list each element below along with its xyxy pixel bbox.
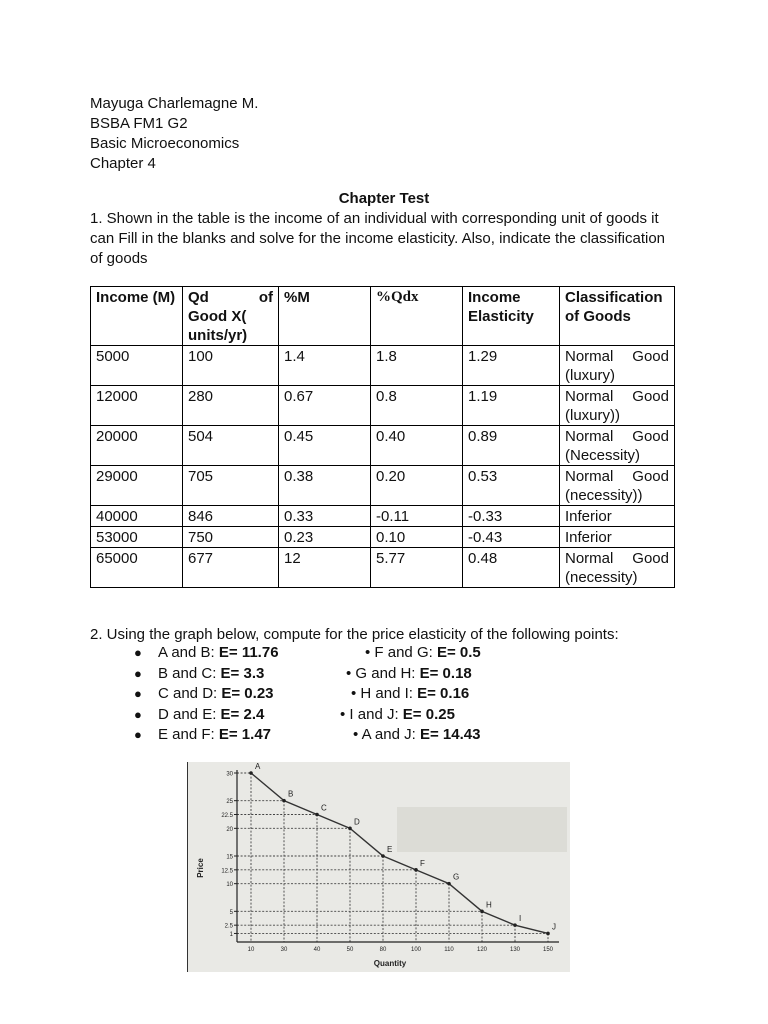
list-item: • F and G: E= 0.5 <box>365 644 481 661</box>
bullet-icon: ● <box>134 665 142 681</box>
y-tick-label: 1 <box>229 931 233 938</box>
y-tick-label: 22.5 <box>221 813 233 819</box>
classification-cell: Normal Good (necessity)) <box>560 466 675 506</box>
student-info <box>90 94 258 174</box>
bullet-icon: ● <box>134 727 142 742</box>
point-label: A <box>255 762 261 771</box>
list-item: • H and I: E= 0.16 <box>351 685 470 702</box>
point-label: C <box>321 803 327 813</box>
data-point <box>249 771 253 775</box>
classification-cell: Normal Good (necessity) <box>560 548 675 588</box>
x-tick-label: 40 <box>313 947 321 953</box>
data-point <box>315 813 319 817</box>
x-tick-label: 10 <box>247 947 255 953</box>
answers-right-list <box>0 643 768 746</box>
x-tick-label: 150 <box>542 947 554 953</box>
page-title: Chapter Test <box>338 190 430 207</box>
point-label: E <box>387 845 393 854</box>
x-tick-label: 30 <box>280 947 288 953</box>
data-point <box>513 923 517 927</box>
classification-cell: Inferior <box>560 506 675 527</box>
data-point <box>447 882 451 886</box>
table-header-row <box>91 287 675 346</box>
classification-cell: Normal Good (luxury) <box>560 346 675 386</box>
demand-curve-line <box>251 773 548 933</box>
classification-cell: Inferior <box>560 527 675 548</box>
demand-curve-svg <box>187 762 570 972</box>
bullet-icon: ● <box>134 645 142 660</box>
table-row: 29000 705 0.38 0.20 0.53 Normal Good (necessity)) <box>91 466 675 506</box>
question-1-text: 1. Shown in the table is the income of an individual with corresponding unit of goods it can Fill in the blanks and solve for the income elasticity. Also, indicate the classification of goods <box>90 210 666 267</box>
table-row: 12000 280 0.67 0.8 1.19 Normal Good (luxury)) <box>91 386 675 426</box>
y-tick-label: 12.5 <box>221 868 233 875</box>
y-tick-label: 20 <box>226 826 233 833</box>
point-label: J <box>552 922 556 932</box>
x-tick-label: 80 <box>379 947 387 953</box>
demand-curve-graph <box>187 762 570 972</box>
x-tick-label: 130 <box>509 947 521 953</box>
x-axis-label: Quantity <box>373 959 407 968</box>
table-row: 5000 100 1.4 1.8 1.29 Normal Good (luxury) <box>91 346 675 386</box>
list-item: ● A and B: E= 11.76 <box>158 643 279 664</box>
y-axis-label: Price <box>196 858 205 878</box>
y-tick-label: 10 <box>226 882 233 889</box>
data-point <box>546 932 550 936</box>
income-elasticity-table <box>90 286 675 588</box>
y-tick-label: 30 <box>226 771 233 778</box>
table-row: 20000 504 0.45 0.40 0.89 Normal Good (Necessity) <box>91 426 675 466</box>
point-label: I <box>519 914 522 924</box>
table-row: 53000 750 0.23 0.10 -0.43 Inferior <box>91 527 675 548</box>
student-name: Mayuga Charlemagne M. <box>90 95 259 112</box>
y-tick-label: 15 <box>226 854 233 861</box>
header-income: Income (M) <box>91 287 183 346</box>
bullet-icon: ● <box>134 706 142 722</box>
list-item: • A and J: E= 14.43 <box>353 726 481 743</box>
point-label: D <box>354 817 360 827</box>
header-qd: Qd of Good X( units/yr) <box>183 287 279 346</box>
data-point <box>348 827 352 831</box>
list-item: • G and H: E= 0.18 <box>346 664 472 682</box>
y-tick-label: 5 <box>229 909 233 916</box>
data-point <box>282 799 286 803</box>
data-point <box>414 868 418 872</box>
table-row: 65000 677 12 5.77 0.48 Normal Good (necessity) <box>91 548 675 588</box>
list-item: • I and J: E= 0.25 <box>340 705 455 723</box>
bullet-icon: ● <box>134 686 142 701</box>
y-tick-label: 25 <box>226 799 233 806</box>
header-classification: Classification of Goods <box>560 287 675 346</box>
classification-cell: Normal Good (Necessity) <box>560 426 675 466</box>
list-item: ● D and E: E= 2.4 <box>158 705 279 726</box>
x-tick-label: 120 <box>476 947 488 953</box>
classification-cell: Normal Good (luxury)) <box>560 386 675 426</box>
table-row: 40000 846 0.33 -0.11 -0.33 Inferior <box>91 506 675 527</box>
x-tick-label: 100 <box>410 947 422 953</box>
y-tick-label: 2.5 <box>224 923 233 930</box>
list-item: ● B and C: E= 3.3 <box>158 664 279 685</box>
header-percent-m: %M <box>279 287 371 346</box>
data-point <box>381 854 385 858</box>
header-percent-qdx: %Qdx <box>371 287 463 346</box>
course-name: Basic Microeconomics <box>90 135 240 152</box>
student-section: BSBA FM1 G2 <box>90 115 188 132</box>
question-2-text: 2. Using the graph below, compute for the price elasticity of the following points: <box>90 626 619 643</box>
point-label: F <box>420 858 425 868</box>
list-item: ● E and F: E= 1.47 <box>158 725 279 746</box>
x-tick-label: 110 <box>444 947 454 953</box>
data-point <box>480 910 484 914</box>
x-tick-label: 50 <box>346 947 354 953</box>
point-label: G <box>453 872 460 882</box>
point-label: H <box>486 900 492 910</box>
chapter-label: Chapter 4 <box>90 155 156 172</box>
point-label: B <box>288 789 294 799</box>
header-elasticity: Income Elasticity <box>463 287 560 346</box>
list-item: ● C and D: E= 0.23 <box>158 684 279 705</box>
